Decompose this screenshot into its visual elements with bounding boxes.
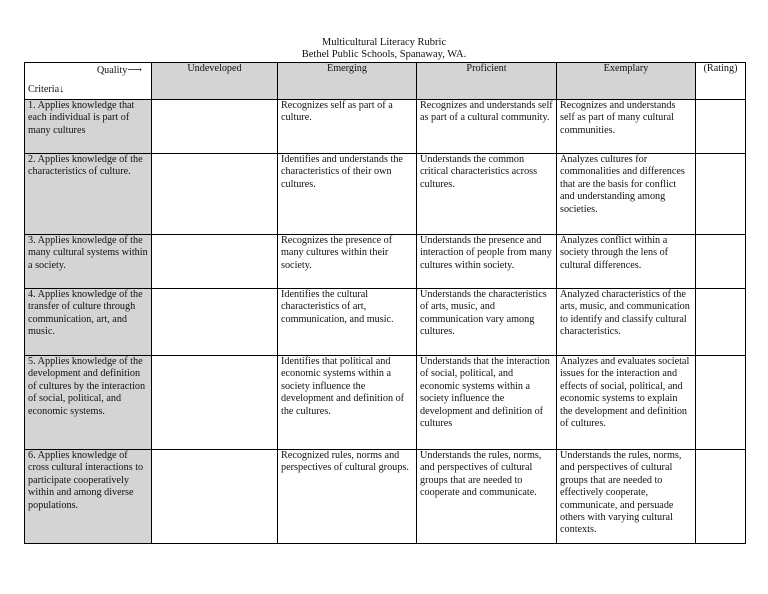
undeveloped-cell [152, 100, 278, 154]
table-row [25, 235, 746, 289]
header-emerging: Emerging [278, 63, 417, 100]
table-row [25, 154, 746, 235]
header-rating: (Rating) [696, 63, 746, 100]
proficient-cell: Understands that the interaction of social, political, and economic systems within a society influence the development and definition of cultures [417, 356, 557, 450]
header-corner-cell [25, 63, 152, 100]
rubric-table [24, 62, 746, 544]
exemplary-cell: Analyzes and evaluates societal issues for the interaction and effects of social, political, and economic systems to explain the development and definition of cultures. [557, 356, 696, 450]
criteria-cell: 3. Applies knowledge of the many cultural systems within a society. [25, 235, 152, 289]
rating-cell [696, 100, 746, 154]
rating-cell [696, 154, 746, 235]
emerging-cell: Recognizes self as part of a culture. [278, 100, 417, 154]
criteria-cell: 6. Applies knowledge of cross cultural interactions to participate cooperatively within and among diverse populations. [25, 450, 152, 544]
rating-cell [696, 356, 746, 450]
proficient-cell: Understands the common critical characteristics across cultures. [417, 154, 557, 235]
exemplary-cell: Understands the rules, norms, and perspectives of cultural groups that are needed to effectively cooperate, communicate, and persuade others with varying cultural contexts. [557, 450, 696, 544]
criteria-label: Criteria↓ [28, 84, 65, 96]
undeveloped-cell [152, 450, 278, 544]
header-proficient: Proficient [417, 63, 557, 100]
exemplary-cell: Recognizes and understands self as part of many cultural communities. [557, 100, 696, 154]
table-row [25, 356, 746, 450]
exemplary-cell: Analyzes cultures for commonalities and differences that are the basis for conflict and understanding among societies. [557, 154, 696, 235]
proficient-cell: Understands the rules, norms, and perspectives of cultural groups that are needed to cooperate and communicate. [417, 450, 557, 544]
criteria-cell: 5. Applies knowledge of the development and definition of cultures by the interaction of social, political, and economic systems. [25, 356, 152, 450]
undeveloped-cell [152, 235, 278, 289]
emerging-cell: Recognized rules, norms and perspectives of cultural groups. [278, 450, 417, 544]
table-row [25, 100, 746, 154]
emerging-cell: Identifies that political and economic systems within a society influence the development and definition of the cultures. [278, 356, 417, 450]
proficient-cell: Understands the presence and interaction of people from many cultures within society. [417, 235, 557, 289]
undeveloped-cell [152, 154, 278, 235]
undeveloped-cell [152, 356, 278, 450]
emerging-cell: Recognizes the presence of many cultures within their society. [278, 235, 417, 289]
document-subtitle: Bethel Public Schools, Spanaway, WA. [301, 49, 467, 60]
undeveloped-cell [152, 289, 278, 356]
header-exemplary: Exemplary [557, 63, 696, 100]
header-undeveloped: Undeveloped [152, 63, 278, 100]
emerging-cell: Identifies and understands the characteristics of their own cultures. [278, 154, 417, 235]
rating-cell [696, 235, 746, 289]
header-row [25, 63, 746, 100]
rating-cell [696, 289, 746, 356]
document-title: Multicultural Literacy Rubric [321, 37, 447, 48]
table-row [25, 289, 746, 356]
quality-label: Quality⟶ [96, 65, 142, 76]
rating-cell [696, 450, 746, 544]
criteria-cell: 2. Applies knowledge of the characteristics of culture. [25, 154, 152, 235]
table-row [25, 450, 746, 544]
proficient-cell: Recognizes and understands self as part of a cultural community. [417, 100, 557, 154]
emerging-cell: Identifies the cultural characteristics of art, communication, and music. [278, 289, 417, 356]
criteria-cell: 4. Applies knowledge of the transfer of culture through communication, art, and music. [25, 289, 152, 356]
criteria-cell: 1. Applies knowledge that each individual is part of many cultures [25, 100, 152, 154]
exemplary-cell: Analyzed characteristics of the arts, music, and communication to identify and classify cultural characteristics. [557, 289, 696, 356]
exemplary-cell: Analyzes conflict within a society through the lens of cultural differences. [557, 235, 696, 289]
proficient-cell: Understands the characteristics of arts, music, and communication vary among cultures. [417, 289, 557, 356]
